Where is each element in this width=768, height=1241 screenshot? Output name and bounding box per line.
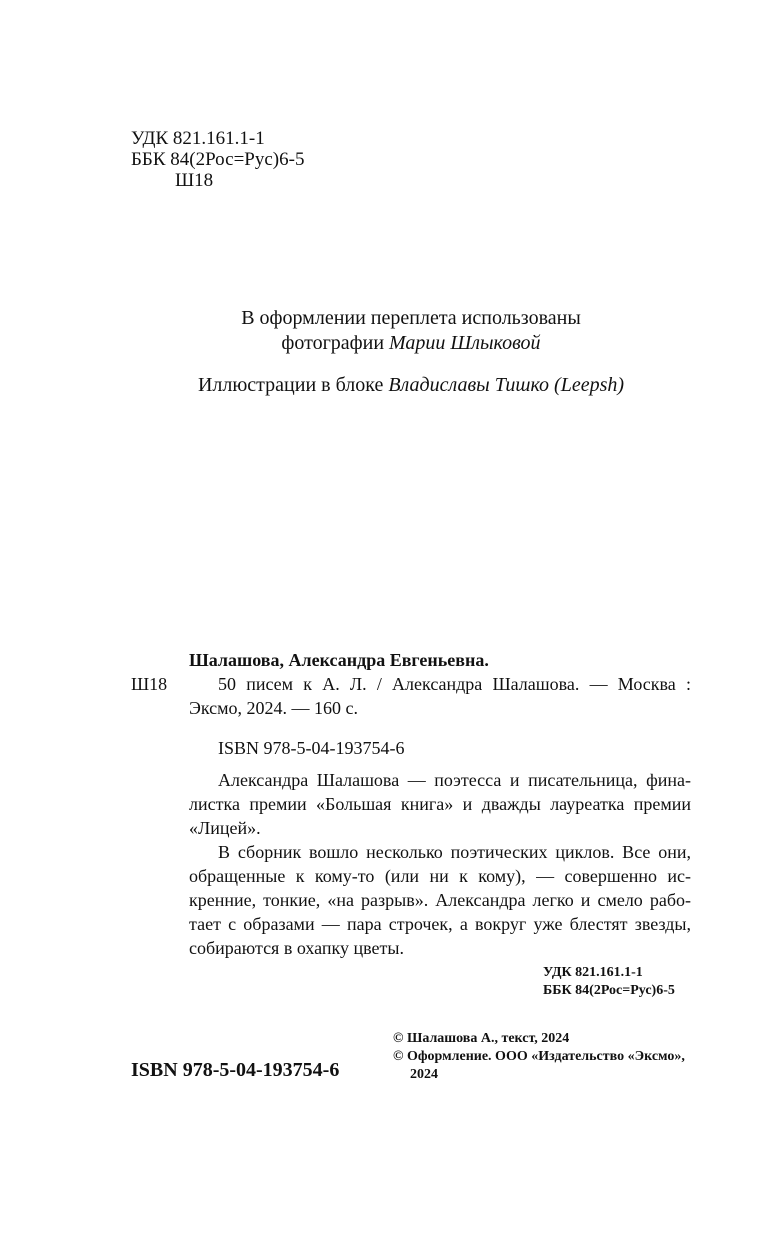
copyright-design-line2: 2024 (410, 1067, 438, 1082)
record-udk: УДК 821.161.1-1 (543, 965, 643, 980)
record-author-sign: Ш18 (131, 674, 168, 694)
record-author: Шалашова, Александра Евгеньевна. (189, 650, 489, 670)
annotation-line: кренние, тонкие, «на разрыв». Александра легко и смело рабо- (189, 890, 691, 910)
cover-credit-line1: В оформлении переплета использованы (241, 307, 581, 329)
annotation-line: В сборник вошло несколько поэтических циклов. Все они, (218, 842, 691, 862)
annotation-line: собираются в охапку цветы. (189, 938, 404, 958)
record-title-line1: 50 писем к А. Л. / Александра Шалашова. — Москва : (218, 674, 691, 694)
illustrations-prefix: Иллюстрации в блоке (197, 374, 389, 396)
udk-code: УДК 821.161.1-1 (131, 128, 265, 149)
photographer-name: Марии Шлыковой (389, 332, 541, 354)
record-title-line2: Эксмо, 2024. — 160 с. (189, 698, 359, 718)
annotation-line: тает с образами — пара строчек, а вокруг уже блестят звезды, (189, 914, 691, 934)
cover-credit-prefix: фотографии (281, 332, 390, 354)
illustrator-name: Владиславы Тишко (Leepsh) (388, 374, 625, 396)
author-sign: Ш18 (175, 170, 214, 191)
record-bbk: ББК 84(2Рос=Рус)6-5 (543, 983, 675, 998)
illustrations-credit (131, 373, 691, 397)
cover-credit-line2 (131, 331, 691, 355)
footer-isbn: ISBN 978-5-04-193754-6 (131, 1059, 340, 1081)
annotation-line: «Лицей». (189, 818, 261, 838)
annotation-line: обращенные к кому-то (или ни к кому), — совершенно ис- (189, 866, 691, 886)
bbk-code: ББК 84(2Рос=Рус)6-5 (131, 149, 305, 170)
annotation-line: Александра Шалашова — поэтесса и писательница, фина- (218, 770, 691, 790)
copyright-text: © Шалашова А., текст, 2024 (393, 1031, 570, 1046)
copyright-design-line1: © Оформление. ООО «Издательство «Эксмо», (393, 1049, 685, 1064)
annotation-line: листка премии «Большая книга» и дважды лауреатка премии (189, 794, 691, 814)
record-isbn: ISBN 978-5-04-193754-6 (218, 738, 405, 758)
